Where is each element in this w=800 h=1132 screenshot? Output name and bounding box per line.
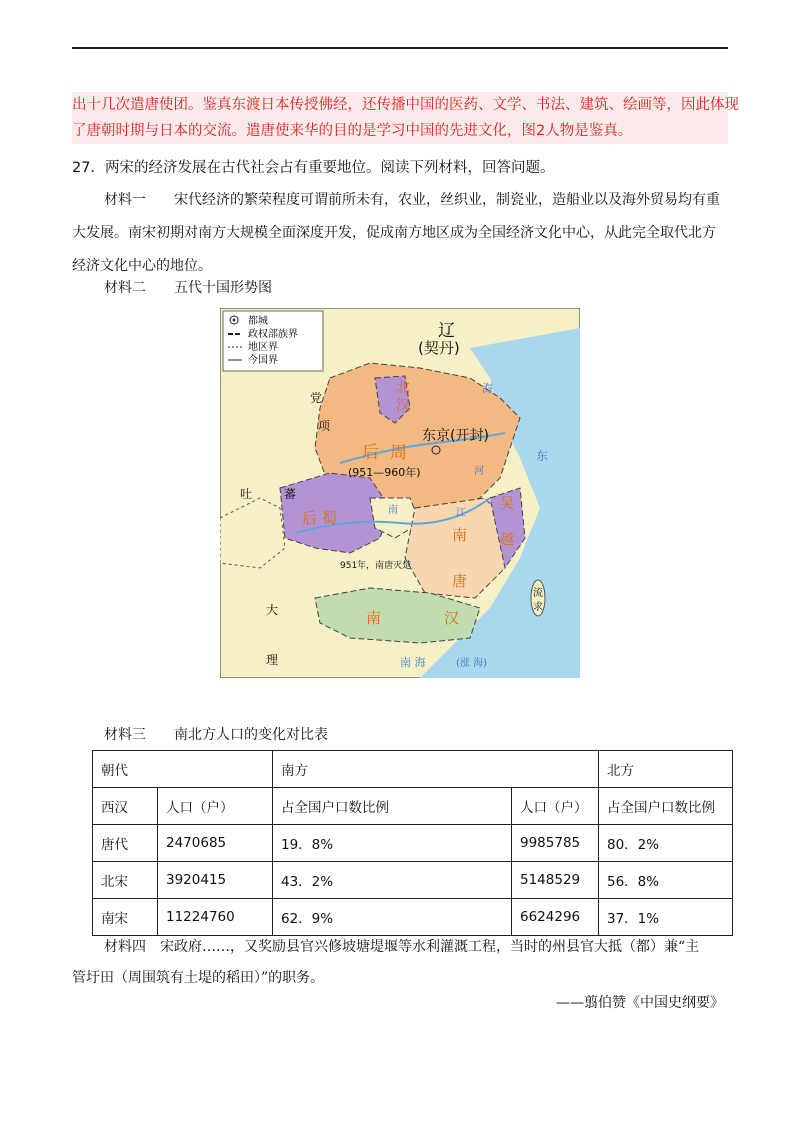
label-li: 理 <box>266 653 279 667</box>
cell-south-pct: 62．9% <box>273 899 512 936</box>
label-wuyue2: 越 <box>500 532 514 548</box>
cell-south-pop: 2470685 <box>158 825 273 862</box>
material-one-line: 经济文化中心的地位。 <box>72 258 212 274</box>
label-he: 河 <box>474 466 484 477</box>
cell-south-pop: 11224760 <box>158 899 273 936</box>
subheader-xihan: 西汉 <box>93 788 158 825</box>
material-four-line: 材料四 宋政府……，又奖励县官兴修坡塘堤堰等水利灌溉工程，当时的州县官大抵（都）兼“主 <box>104 939 700 955</box>
cell-dynasty: 唐代 <box>93 825 158 862</box>
label-liao: 辽 <box>438 321 455 341</box>
legend-capital: 都城 <box>248 316 268 327</box>
label-dong: 东 <box>536 449 549 463</box>
answer-line: 出十几次遣唐使团。鉴真东渡日本传授佛经，还传播中国的医药、文学、书法、建筑、绘画等，因此体现 <box>72 97 739 113</box>
label-hou: 后 <box>362 443 379 463</box>
five-dynasties-map <box>220 308 580 678</box>
label-nan-small: 南 <box>388 505 398 516</box>
label-zhou: 周 <box>390 443 407 463</box>
label-houshu2: 蜀 <box>322 509 338 527</box>
material-two-label: 材料二 五代十国形势图 <box>104 280 272 296</box>
cell-south-pct: 19．8% <box>273 825 512 862</box>
cell-north-pct: 37．1% <box>599 899 733 936</box>
label-chu: 951年，南唐灭楚 <box>340 561 412 571</box>
label-zhanghai: (涨 海) <box>456 658 487 669</box>
cell-south-pct: 43．2% <box>273 862 512 899</box>
label-nanhan1: 南 <box>366 609 382 627</box>
header-dynasty: 朝代 <box>93 751 273 788</box>
material-four-line: 管圩田（周围筑有土堤的稻田）”的职务。 <box>72 970 325 986</box>
label-nanhan2: 汉 <box>444 609 460 627</box>
cell-north-pop: 9985785 <box>512 825 599 862</box>
table-row <box>93 825 733 862</box>
label-liuqiu1: 流 <box>533 588 543 599</box>
population-table <box>92 750 733 936</box>
header-south: 南方 <box>273 751 599 788</box>
answer-highlight <box>72 92 739 144</box>
label-jiang: 江 <box>456 508 466 519</box>
material-one <box>72 184 728 283</box>
subheader-south-pct: 占全国户口数比例 <box>273 788 512 825</box>
material-one-line: 大发展。南宋初期对南方大规模全面深度开发，促成南方地区成为全国经济文化中心，从此完全取代北方 <box>72 225 716 241</box>
cell-north-pct: 80．2% <box>599 825 733 862</box>
label-tubo2: 蕃 <box>284 487 297 501</box>
cell-north-pop: 5148529 <box>512 862 599 899</box>
table-header-row <box>93 751 733 788</box>
table-subheader-row <box>93 788 733 825</box>
table-row <box>93 899 733 936</box>
source-citation: ——翦伯赞《中国史纲要》 <box>556 995 724 1011</box>
cell-north-pop: 6624296 <box>512 899 599 936</box>
material-three-label: 材料三 南北方人口的变化对比表 <box>104 727 328 743</box>
label-dongjing: 东京(开封) <box>422 428 489 444</box>
cell-north-pct: 56．8% <box>599 862 733 899</box>
cell-dynasty: 南宋 <box>93 899 158 936</box>
label-nantang1: 南 <box>452 526 468 544</box>
label-nanhai: 南 海 <box>400 656 426 669</box>
label-dang: 党 <box>310 391 323 405</box>
label-wuyue1: 吴 <box>500 496 514 512</box>
label-hai: 海 <box>482 382 493 395</box>
cell-south-pop: 3920415 <box>158 862 273 899</box>
question-title: 27．两宋的经济发展在古代社会占有重要地位。阅读下列材料，回答问题。 <box>72 160 555 176</box>
cell-dynasty: 北宋 <box>93 862 158 899</box>
label-bei: 北 <box>396 380 410 396</box>
label-da: 大 <box>266 603 279 617</box>
label-liuqiu2: 求 <box>533 602 543 613</box>
legend-country-border: 今国界 <box>248 355 278 366</box>
legend-regime-border: 政权部族界 <box>248 329 298 340</box>
label-zhou-years: (951—960年) <box>348 466 421 479</box>
subheader-north-pop: 人口（户） <box>512 788 599 825</box>
header-north: 北方 <box>599 751 733 788</box>
subheader-north-pct: 占全国户口数比例 <box>599 788 733 825</box>
material-one-line: 材料一 宋代经济的繁荣程度可谓前所未有，农业，丝织业，制瓷业，造船业以及海外贸易均有重 <box>104 192 720 208</box>
label-qidan: (契丹) <box>418 339 460 357</box>
label-tubo1: 吐 <box>240 487 253 501</box>
top-rule <box>72 47 728 49</box>
answer-line: 了唐朝时期与日本的交流。遣唐使来华的目的是学习中国的先进文化，图2人物是鉴真。 <box>72 123 633 139</box>
label-xiang: 项 <box>318 419 331 433</box>
label-nantang2: 唐 <box>452 572 468 590</box>
subheader-south-pop: 人口（户） <box>158 788 273 825</box>
label-han1: 汉 <box>396 398 410 414</box>
table-row <box>93 862 733 899</box>
label-houshu1: 后 <box>302 509 318 527</box>
legend-region-border: 地区界 <box>248 342 278 353</box>
material-four <box>72 932 728 994</box>
